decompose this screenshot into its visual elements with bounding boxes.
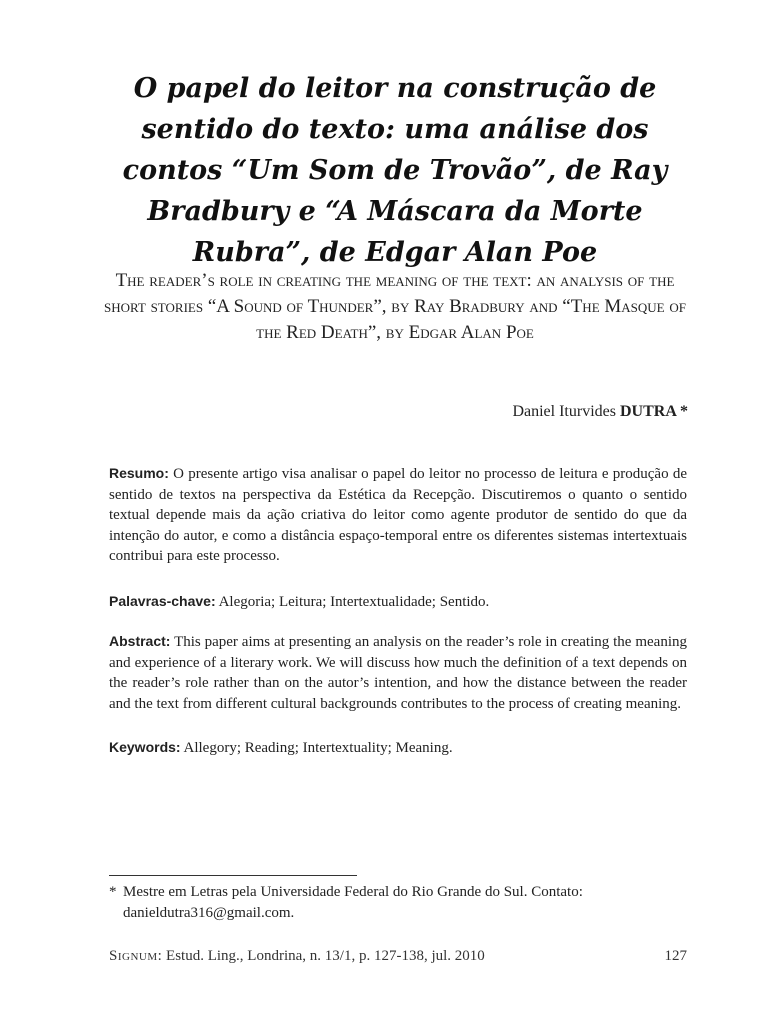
author-given-name: Daniel Iturvides [512, 403, 616, 420]
footnote-divider [109, 875, 357, 876]
article-title-portuguese: O papel do leitor na construção de sentido do texto: uma análise dos contos “Um Som de Trovão”, de Ray Bradbury e “A Máscara da Morte Rubra”, de Edgar Alan Poe [122, 73, 668, 268]
keywords-text: Allegory; Reading; Intertextuality; Meaning. [180, 740, 453, 756]
abstract-text: This paper aims at presenting an analysis on the reader’s role in creating the meaning and experience of a literary work. We will discuss how much the definition of a text depends on the reader’s role rather than on the autor’s intention, and how the distance between the reader and the text from different cultural backgrounds contributes to the process of creating meaning. [109, 634, 687, 712]
resumo-paragraph [109, 463, 687, 567]
resumo-label: Resumo: [109, 465, 169, 481]
author-line [330, 403, 688, 421]
palavras-chave-label: Palavras-chave: [109, 593, 216, 609]
abstract-paragraph [109, 631, 687, 714]
footnote-line-1 [109, 882, 689, 903]
page-number: 127 [664, 948, 687, 964]
keywords-paragraph [109, 737, 687, 759]
footnote [109, 882, 689, 924]
keywords-label: Keywords: [109, 739, 181, 755]
footnote-email: danieldutra316@gmail.com. [123, 905, 295, 921]
footnote-mark: * [109, 884, 117, 900]
journal-name: Signum: [109, 948, 163, 964]
resumo-text: O presente artigo visa analisar o papel do leitor no processo de leitura e produção de sentido de textos na perspectiva da Estética da Recepção. Discutiremos o quanto o sentido textual depende mais da ação criativa do leitor como agente produtor de sentido do que da intenção do autor, e como a distância espaço-temporal entre os diferentes sistemas intertextuais contribui para este processo. [109, 466, 687, 564]
palavras-chave-paragraph [109, 591, 687, 613]
footnote-affiliation: Mestre em Letras pela Universidade Federal do Rio Grande do Sul. Contato: [123, 884, 583, 900]
author-surname: DUTRA * [619, 403, 688, 420]
palavras-chave-text: Alegoria; Leitura; Intertextualidade; Sentido. [215, 594, 490, 610]
article-title-english: The reader’s role in creating the meaning of the text: an analysis of the short stories “A Sound of Thunder”, by Ray Bradbury and “The Masque of the Red Death”, by Edgar Alan Poe [103, 270, 686, 343]
abstract-label: Abstract: [109, 633, 171, 649]
page-footer [109, 948, 687, 965]
journal-citation: Estud. Ling., Londrina, n. 13/1, p. 127-138, jul. 2010 [162, 948, 485, 964]
